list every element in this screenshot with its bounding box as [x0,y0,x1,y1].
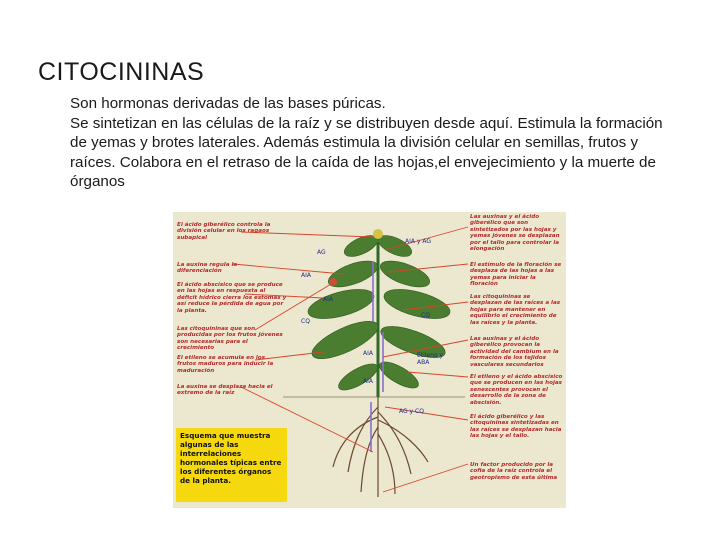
paragraph-origin: Son hormonas derivadas de las bases púricas. [70,95,386,112]
tag-aia-1: AIA [301,272,311,279]
note-right-5: El etileno y el ácido abscísico que se producen en las hojas senescentes provocan el desarrollo de la zona de abscisión. [470,374,563,406]
slide-body [70,94,680,192]
slide-title: CITOCININAS [38,58,205,86]
tag-aia-4: AIA [363,378,373,385]
tag-ag: AG [317,249,326,256]
tag-aia-2: AIA [323,296,333,303]
tag-cq-2: CQ [421,312,430,319]
apical-bud [373,229,383,239]
note-right-6: El ácido giberélico y las citoquininas sintetizadas en las raíces se desplazan hacia las hojas y el tallo. [470,414,562,440]
note-right-2: El estímulo de la floración se desplaza de las hojas a las yemas para iniciar la floración [470,262,562,288]
note-left-2: La auxina regula la diferenciación [177,262,238,275]
tag-aia-ag: AIA y AG [405,238,431,245]
tag-ag-cq: AG y CQ [399,408,424,415]
tag-cq-1: CQ [301,318,310,325]
note-right-3: Las citoquininas se desplazan de las raíces a las hojas para mantener en equilibrio el crecimiento de las raíces y la planta. [470,294,561,326]
note-right-4: Las auxinas y el ácido giberélico provocan la actividad del cambium en la formación de los tejidos vasculares secundarios [470,336,559,368]
note-right-1: Las auxinas y el ácido giberélico que son sintetizados por las hojas y yemas jóvenes se desplazan por el tallo para controlar la elongación [470,214,560,253]
tag-aia-3: AIA [363,350,373,357]
note-left-4: Las citoquininas que son producidas por los frutos jóvenes son necesarias para el crecimiento [177,326,283,352]
figure-caption: Esquema que muestra algunas de las interrelaciones hormonales típicas entre los diferentes órganos de la planta. [176,428,287,502]
paragraph-functions: Se sintetizan en las células de la raíz y se distribuyen desde aquí. Estimula la formación de yemas y brotes laterales. Además estimula la división celular en semillas, frutos y raíces. Colabora en el retraso de la caída de las hojas,el envejecimiento y la muerte de órganos [70,114,663,190]
note-left-1: El ácido giberélico controla la división celular en los ragaos subapical [177,222,271,241]
plant-hormone-diagram [173,212,566,508]
note-left-6: La auxina se desplaza hacia el extremo de la raíz [177,384,273,397]
note-left-5: El etileno se acumula en los frutos maduros para inducir la maduración [177,355,274,374]
tag-etileno-aba: Etileno y ABA [417,352,444,366]
note-right-7: Un factor producido por la cofia de la raíz controla el geotropismo de esta última [470,462,558,481]
note-left-3: El ácido abscísico que se produce en las hojas en respuesta al déficit hídrico cierra los estomas y así reduce la pérdida de agua por la planta. [177,282,287,314]
